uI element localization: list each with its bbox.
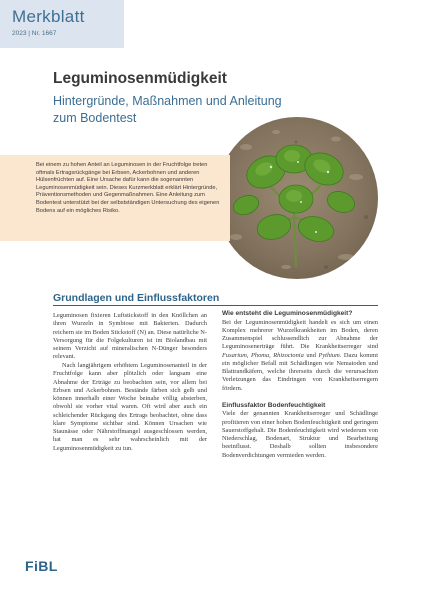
page-subtitle: Hintergründe, Maßnahmen und Anleitung zum Bodentest [53, 94, 282, 125]
paragraph-origin: Bei der Leguminosenmüdigkeit handelt es sich um einen Komplex mehrerer Wurzelkrankheiten im Boden, deren Zusammenspiel schlussendlich zur Abnahme der Leguminosenerträge führt. Die Krankheitserreger sind Fusarium, Phoma, Rhizoctonia und Pythium. Dazu kommt ein möglicher Befall mit Schädlingen wie Nematoden und Blattrandkäfern, welche ihrerseits durch die verursachten Verletzungen das Eindringen von Krankheitserregern fördern. [222, 318, 379, 392]
section-heading: Grundlagen und Einflussfaktoren [53, 292, 220, 304]
pathogen-rhizoctonia: Rhizoctonia [273, 351, 304, 359]
section-divider [53, 305, 378, 306]
paragraph-soil-moisture: Viele der genannten Krankheitserreger und Schädlinge profitieren von einer hohen Bodenfeuchtigkeit und geringem Sauerstoffgehalt. Die Bodenfeuchtigkeit wird wiederum von Niederschlag, Bodenart, Struktur und Bearbeitung beeinflusst. Deshalb sollten insbesondere Bodenverdichtungen vermieden werden. [222, 410, 378, 459]
badge-issue-number: 2023 | Nr. 1667 [12, 30, 57, 37]
page-title: Leguminosenmüdigkeit [53, 70, 227, 87]
pathogen-fusarium: Fusarium [222, 351, 247, 359]
publication-badge [0, 0, 124, 48]
pathogen-pythium: Pythium [318, 351, 340, 359]
intro-box [0, 155, 230, 241]
badge-title: Merkblatt [12, 7, 85, 26]
right-column [222, 310, 378, 460]
left-column [53, 312, 207, 453]
subheading-soil-moisture: Einflussfaktor Bodenfeuchtigkeit [222, 401, 326, 409]
subheading-origin: Wie entsteht die Leguminosenmüdigkeit? [222, 310, 353, 317]
bean-seedling-photo [216, 117, 378, 279]
fibl-logo: FiBL [25, 558, 58, 574]
paragraph-basics: Leguminosen fixieren Luftstickstoff in den Knöllchen an ihren Wurzeln in Symbiose mit Bakterien. Dadurch reichern sie im Boden Stickstoff (N) an. Diese natürliche N-Versorgung für die Folgekulturen ist im Biolandbau mit seinem Verzicht auf mineralischen N-Dünger besonders relevant. [53, 312, 207, 361]
intro-text: Bei einem zu hohen Anteil an Leguminosen in der Fruchtfolge treten oftmals Ertragsrückgänge bei Erbsen, Ackerbohnen und anderen Hülsenfrüchten auf. Eine Ursache dafür kann die sogenannten Leguminosenmüdigkeit sein. Dieses Kurzmerkblatt erklärt Hintergründe, Präventionsmethoden und Gegenmaßnahmen. Eine Anleitung zum Bodentest unterstützt bei der selbstständigen Untersuchung des eigenen Bodens auf ein mögliches Risiko. [36, 162, 220, 214]
paragraph-yield-decline: Nach langjährigem erhöhtem Leguminosenanteil in der Fruchtfolge kann aber plötzlich oder langsam eine Abnahme der Erträge zu beobachten sein, vor allem bei Erbsen und Ackerbohnen. Bestände färben sich gelb und können innerhalb einer Woche beinahe völlig absterben, obwohl sie vorher vital waren. Oft wird aber auch ein schleichender Rückgang des Ertrags beobachtet, ohne dass klare Symptome sichtbar sind. Können Ursachen wie Staunässe oder Nährstoffmangel ausgeschlossen werden, hat man es sehr wahrscheinlich mit der Leguminosenmüdigkeit zu tun. [53, 362, 207, 452]
pathogen-phoma: Phoma [251, 351, 270, 359]
